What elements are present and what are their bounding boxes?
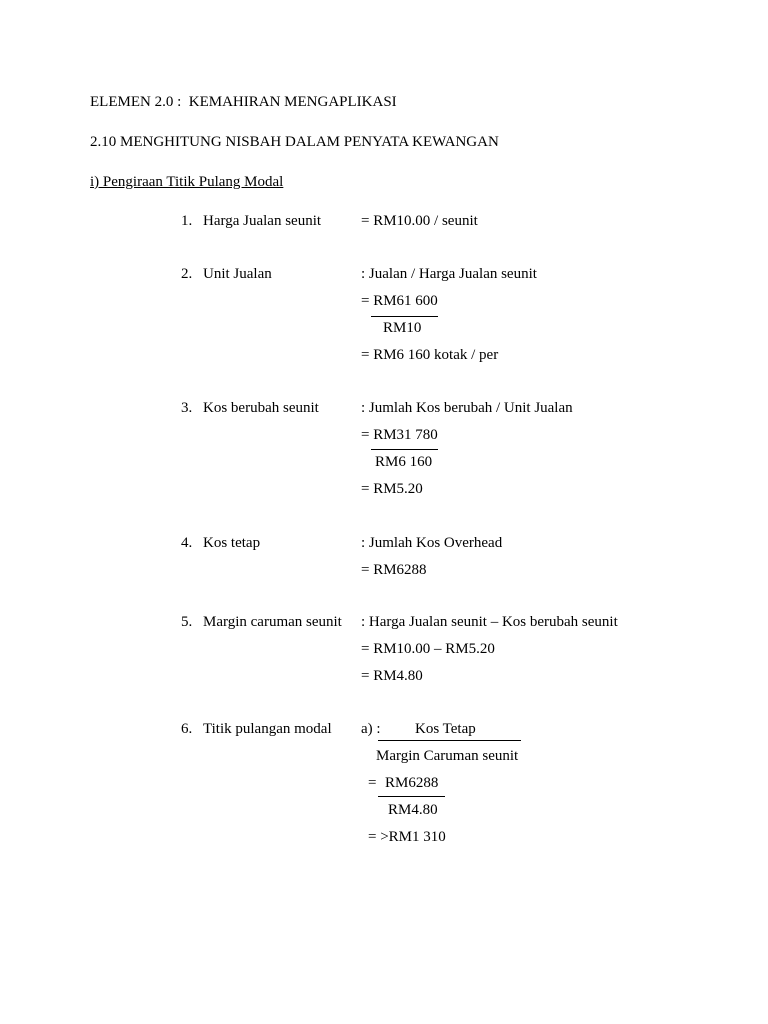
item-6-formula-denominator: Margin Caruman seunit <box>376 748 519 764</box>
item-6-numerator: RM6288 <box>385 775 439 791</box>
item-1-value: = RM10.00 / seunit <box>361 213 478 229</box>
item-1-number: 1. <box>181 213 193 229</box>
item-2-denominator: RM10 <box>383 320 422 336</box>
item-3-number: 3. <box>181 400 193 416</box>
item-2-result: = RM6 160 kotak / per <box>361 347 499 363</box>
item-6-formula-numerator: Kos Tetap <box>415 721 476 737</box>
item-6-equals: = <box>368 775 377 791</box>
item-6-prefix: a) : <box>361 721 381 737</box>
item-3-numerator: = RM31 780 <box>361 427 438 443</box>
item-4-result: = RM6288 <box>361 562 427 578</box>
element-heading: ELEMEN 2.0 : KEMAHIRAN MENGAPLIKASI <box>90 94 397 110</box>
item-2-label: Unit Jualan <box>203 266 272 282</box>
item-6-denominator: RM4.80 <box>388 802 438 818</box>
item-5-result: = RM4.80 <box>361 668 423 684</box>
item-5-label: Margin caruman seunit <box>203 614 342 630</box>
item-5-number: 5. <box>181 614 193 630</box>
item-6-result: = >RM1 310 <box>368 829 446 845</box>
section-heading: 2.10 MENGHITUNG NISBAH DALAM PENYATA KEWANGAN <box>90 134 499 150</box>
item-3-denominator: RM6 160 <box>375 454 433 470</box>
item-1-label: Harga Jualan seunit <box>203 213 322 229</box>
item-3-fraction-bar <box>371 449 438 450</box>
item-4-number: 4. <box>181 535 193 551</box>
item-4-label: Kos tetap <box>203 535 261 551</box>
subsection-heading: i) Pengiraan Titik Pulang Modal <box>90 174 284 190</box>
item-6-fraction-bar <box>378 796 445 797</box>
item-2-fraction-bar <box>371 316 438 317</box>
item-3-label: Kos berubah seunit <box>203 400 319 416</box>
item-5-formula: : Harga Jualan seunit – Kos berubah seunit <box>361 614 618 630</box>
item-2-formula: : Jualan / Harga Jualan seunit <box>361 266 537 282</box>
item-5-substitution: = RM10.00 – RM5.20 <box>361 641 495 657</box>
item-6-label: Titik pulangan modal <box>203 721 332 737</box>
item-3-formula: : Jumlah Kos berubah / Unit Jualan <box>361 400 573 416</box>
item-3-result: = RM5.20 <box>361 481 423 497</box>
item-6-number: 6. <box>181 721 193 737</box>
item-2-numerator: = RM61 600 <box>361 293 438 309</box>
item-6-formula-bar <box>378 740 521 741</box>
item-2-number: 2. <box>181 266 193 282</box>
item-4-formula: : Jumlah Kos Overhead <box>361 535 503 551</box>
